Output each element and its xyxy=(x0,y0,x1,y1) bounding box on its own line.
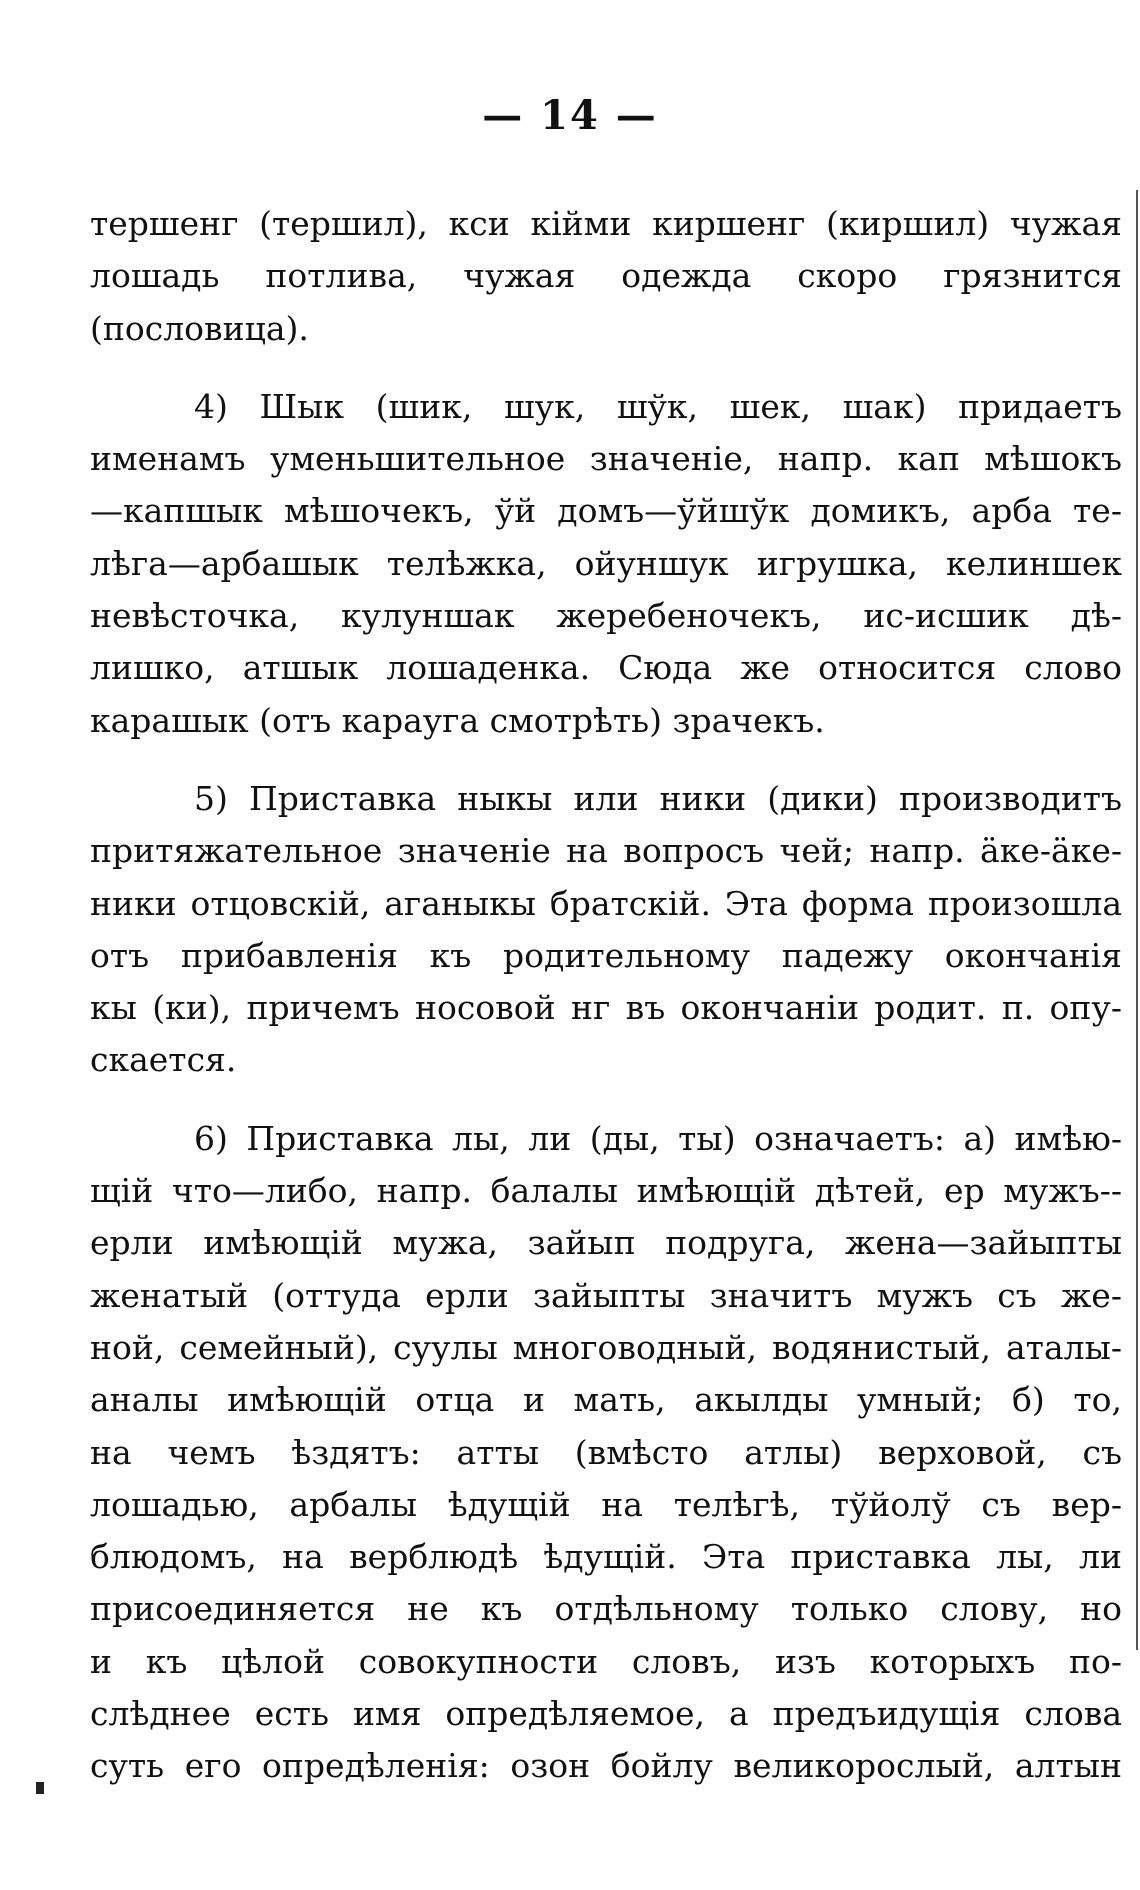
text-line: скается. xyxy=(90,1040,237,1080)
text-line: тершенг (тершил), кси кійми киршенг (киршил) чужая xyxy=(90,204,1122,243)
paragraph xyxy=(90,198,1122,355)
text-line: лошадью, арбалы ѣдущій на телѣгѣ, тўйолў съ вер- xyxy=(90,1484,1122,1524)
text-line: на чемъ ѣздятъ: атты (вмѣсто атлы) верховой, съ xyxy=(90,1432,1122,1472)
text-line: женатый (оттуда ерли зайыпты значитъ мужъ съ же- xyxy=(90,1275,1122,1315)
text-line: лишко, атшык лошаденка. Сюда же относится слово xyxy=(90,648,1122,688)
text-line: щій что—либо, напр. балалы имѣющій дѣтей, ер мужъ-- xyxy=(90,1171,1122,1211)
text-line: суть его опредѣленія: озон бойлу великорослый, алтын xyxy=(90,1746,1122,1786)
paragraph xyxy=(90,1113,1122,1793)
text-line: кы (ки), причемъ носовой нг въ окончаніи родит. п. опу- xyxy=(90,988,1122,1028)
text-line: слѣднее есть имя опредѣляемое, а предъидущія слова xyxy=(90,1694,1122,1734)
text-line: невѣсточка, кулуншак жеребеночекъ, ис-исшик дѣ- xyxy=(90,596,1122,636)
text-line: ерли имѣющій мужа, зайып подруга, жена—зайыпты xyxy=(90,1223,1122,1263)
text-line: отъ прибавленія къ родительному падежу окончанія xyxy=(90,935,1122,975)
page-edge-line xyxy=(1136,190,1138,1650)
text-line: 6) Приставка лы, ли (ды, ты) означаетъ: а) имѣю- xyxy=(194,1118,1122,1158)
scan-mark xyxy=(36,1782,44,1794)
page-number: — 14 — xyxy=(482,92,658,139)
text-line: блюдомъ, на верблюдѣ ѣдущій. Эта приставка лы, ли xyxy=(90,1537,1122,1577)
text-line: 5) Приставка ныкы или ники (дики) производитъ xyxy=(194,778,1122,818)
text-line: лошадь потлива, чужая одежда скоро грязнится xyxy=(90,256,1122,296)
text-line: 4) Шык (шик, шук, шўк, шек, шак) придаетъ xyxy=(194,386,1122,426)
text-line: и къ цѣлой совокупности словъ, изъ которыхъ по- xyxy=(90,1641,1122,1681)
text-line: именамъ уменьшительное значеніе, напр. кап мѣшокъ xyxy=(90,439,1122,479)
body-text xyxy=(90,198,1122,1793)
text-line: —капшык мѣшочекъ, ўй домъ—ўйшўк домикъ, арба те- xyxy=(90,491,1122,531)
paragraph xyxy=(90,773,1122,1087)
text-line: карашык (отъ карауга смотрѣть) зрачекъ. xyxy=(90,700,825,740)
paragraph xyxy=(90,381,1122,747)
text-line: ники отцовскій, аганыкы братскій. Эта форма произошла xyxy=(90,883,1122,923)
text-line: лѣга—арбашык телѣжка, ойуншук игрушка, келиншек xyxy=(90,543,1122,583)
text-line: ной, семейный), суулы многоводный, водянистый, аталы- xyxy=(90,1327,1122,1367)
text-line: аналы имѣющій отца и мать, акылды умный; б) то, xyxy=(90,1380,1122,1420)
text-line: присоединяется не къ отдѣльному только слову, но xyxy=(90,1589,1122,1629)
text-line: притяжательное значеніе на вопросъ чей; напр. äке-äке- xyxy=(90,831,1122,871)
text-line: (пословица). xyxy=(90,308,309,348)
